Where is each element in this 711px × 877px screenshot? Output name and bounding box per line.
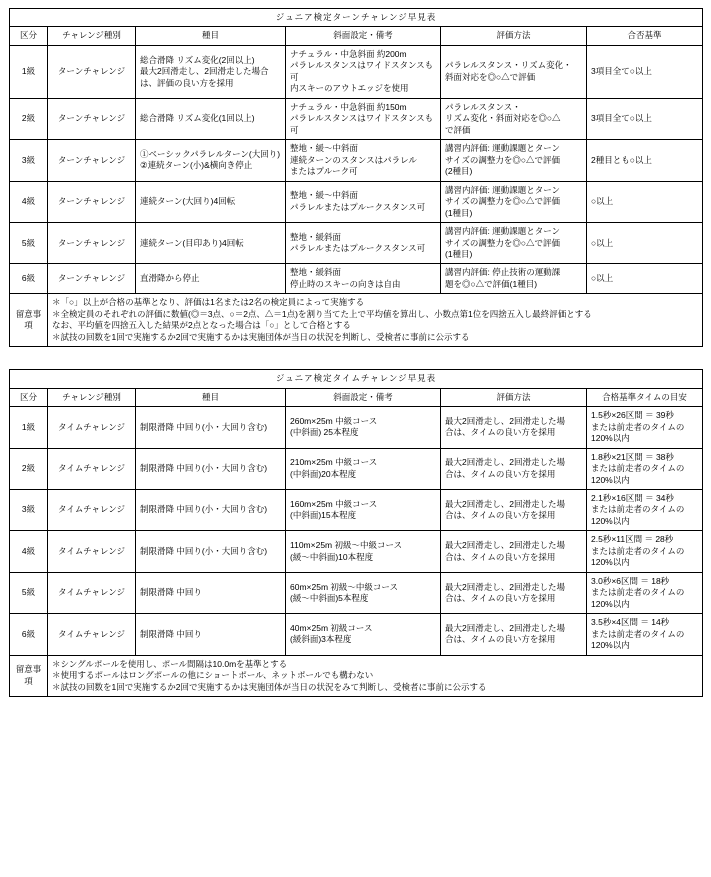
- cell-event: 制限滑降 中回り(小・大回り含む): [136, 531, 286, 572]
- note-line: ＊試技の回数を1回で実施するか2回で実施するかは実施団体が当日の状況を判断し、受検者に事前に公示する: [52, 331, 470, 342]
- table-row: [10, 264, 703, 294]
- table-row: [10, 490, 703, 531]
- cell-method: 講習内評価: 運動課題とターン サイズの調整力を◎○△で評価 (1種目): [441, 223, 587, 264]
- cell-criteria: ○以上: [587, 181, 703, 222]
- cell-event: 制限滑降 中回り(小・大回り含む): [136, 407, 286, 448]
- column-header-slope: 斜面設定・備考: [286, 388, 441, 406]
- note-line: ＊「○」以上が合格の基準となり、評価は1名または2名の検定員によって実施する: [52, 297, 365, 308]
- column-header-kind: チャレンジ種別: [48, 388, 136, 406]
- note-line: ＊シングルポールを使用し、ポール間隔は10.0mを基準とする: [52, 658, 288, 669]
- cell-kind: タイムチャレンジ: [48, 490, 136, 531]
- cell-method: 講習内評価: 運動課題とターン サイズの調整力を◎○△で評価 (1種目): [441, 181, 587, 222]
- table-row: [10, 407, 703, 448]
- table-header-row: [10, 27, 703, 45]
- notes-label: 留意事項: [10, 655, 48, 696]
- cell-method: 講習内評価: 停止技術の運動課 題を◎○△で評価(1種目): [441, 264, 587, 294]
- cell-slope: 整地・緩斜面 パラレルまたはプルークスタンス可: [286, 223, 441, 264]
- cell-criteria: 3項目全て○以上: [587, 98, 703, 139]
- note-line: ＊使用するポールはロングポールの他にショートポール、ネットポールでも構わない: [52, 670, 374, 681]
- cell-criteria: 1.5秒×26区間 ＝ 39秒 または前走者のタイムの 120%以内: [587, 407, 703, 448]
- table-title-row: [10, 9, 703, 27]
- table-row: [10, 98, 703, 139]
- cell-grade: 4級: [10, 181, 48, 222]
- column-header-method: 評価方法: [441, 388, 587, 406]
- cell-grade: 1級: [10, 45, 48, 98]
- table-row: [10, 531, 703, 572]
- table-row: [10, 614, 703, 655]
- cell-criteria: 2種目とも○以上: [587, 140, 703, 181]
- section-gap: [9, 347, 702, 369]
- cell-grade: 2級: [10, 98, 48, 139]
- cell-criteria: 2.1秒×16区間 ＝ 34秒 または前走者のタイムの 120%以内: [587, 490, 703, 531]
- table-row: [10, 181, 703, 222]
- cell-kind: ターンチャレンジ: [48, 223, 136, 264]
- cell-criteria: 1.8秒×21区間 ＝ 38秒 または前走者のタイムの 120%以内: [587, 448, 703, 489]
- cell-slope: 整地・緩斜面 停止時のスキーの向きは自由: [286, 264, 441, 294]
- table-title-row: [10, 370, 703, 388]
- cell-method: パラレルスタンス・リズム変化・ 斜面対応を◎○△で評価: [441, 45, 587, 98]
- cell-kind: タイムチャレンジ: [48, 407, 136, 448]
- cell-kind: タイムチャレンジ: [48, 531, 136, 572]
- cell-grade: 2級: [10, 448, 48, 489]
- cell-grade: 4級: [10, 531, 48, 572]
- cell-criteria: 3項目全て○以上: [587, 45, 703, 98]
- cell-grade: 6級: [10, 614, 48, 655]
- column-header-slope: 斜面設定・備考: [286, 27, 441, 45]
- cell-grade: 5級: [10, 572, 48, 613]
- column-header-kind: チャレンジ種別: [48, 27, 136, 45]
- cell-slope: ナチュラル・中急斜面 約150m パラレルスタンスはワイドスタンスも可: [286, 98, 441, 139]
- notes-body: [48, 294, 703, 347]
- cell-kind: タイムチャレンジ: [48, 448, 136, 489]
- table-row: [10, 45, 703, 98]
- cell-kind: タイムチャレンジ: [48, 572, 136, 613]
- notes-label: 留意事項: [10, 294, 48, 347]
- table-row: [10, 140, 703, 181]
- table-title: ジュニア検定タイムチャレンジ早見表: [10, 370, 703, 388]
- cell-event: 制限滑降 中回り: [136, 614, 286, 655]
- notes-body: [48, 655, 703, 696]
- cell-event: 総合滑降 リズム変化(2回以上) 最大2回滑走し、2回滑走した場合 は、評価の良い方を採用: [136, 45, 286, 98]
- cell-method: 最大2回滑走し、2回滑走した場 合は、タイムの良い方を採用: [441, 490, 587, 531]
- cell-method: 最大2回滑走し、2回滑走した場 合は、タイムの良い方を採用: [441, 407, 587, 448]
- table-header-row: [10, 388, 703, 406]
- cell-slope: 160m×25m 中級コース (中斜面)15本程度: [286, 490, 441, 531]
- turn-challenge-table: [9, 8, 703, 347]
- table-row: [10, 223, 703, 264]
- cell-slope: ナチュラル・中急斜面 約200m パラレルスタンスはワイドスタンスも可 内スキーのアウトエッジを使用: [286, 45, 441, 98]
- cell-criteria: 3.5秒×4区間 ＝ 14秒 または前走者のタイムの 120%以内: [587, 614, 703, 655]
- cell-slope: 210m×25m 中級コース (中斜面)20本程度: [286, 448, 441, 489]
- cell-grade: 1級: [10, 407, 48, 448]
- note-line: なお、平均値を四捨五入した結果が2点となった場合は「○」として合格とする: [52, 320, 351, 331]
- cell-event: ①ベーシックパラレルターン(大回り) ②連続ターン(小)&横向き停止: [136, 140, 286, 181]
- cell-criteria: 3.0秒×6区間 ＝ 18秒 または前走者のタイムの 120%以内: [587, 572, 703, 613]
- cell-event: 総合滑降 リズム変化(1回以上): [136, 98, 286, 139]
- cell-kind: タイムチャレンジ: [48, 614, 136, 655]
- cell-slope: 40m×25m 初級コース (緩斜面)3本程度: [286, 614, 441, 655]
- cell-method: パラレルスタンス・ リズム変化・斜面対応を◎○△ で評価: [441, 98, 587, 139]
- cell-grade: 6級: [10, 264, 48, 294]
- cell-grade: 3級: [10, 140, 48, 181]
- column-header-event: 種目: [136, 388, 286, 406]
- notes-row: [10, 294, 703, 347]
- cell-method: 最大2回滑走し、2回滑走した場 合は、タイムの良い方を採用: [441, 614, 587, 655]
- table-row: [10, 448, 703, 489]
- cell-event: 連続ターン(大回り)4回転: [136, 181, 286, 222]
- cell-grade: 5級: [10, 223, 48, 264]
- cell-slope: 整地・緩～中斜面 連続ターンのスタンスはパラレル またはプルーク可: [286, 140, 441, 181]
- column-header-event: 種目: [136, 27, 286, 45]
- cell-event: 制限滑降 中回り: [136, 572, 286, 613]
- cell-slope: 60m×25m 初級～中級コース (緩～中斜面)5本程度: [286, 572, 441, 613]
- column-header-criteria: 合格基準タイムの目安: [587, 388, 703, 406]
- cell-method: 講習内評価: 運動課題とターン サイズの調整力を◎○△で評価 (2種目): [441, 140, 587, 181]
- cell-event: 制限滑降 中回り(小・大回り含む): [136, 448, 286, 489]
- cell-event: 制限滑降 中回り(小・大回り含む): [136, 490, 286, 531]
- cell-slope: 整地・緩～中斜面 パラレルまたはプルークスタンス可: [286, 181, 441, 222]
- table-title: ジュニア検定ターンチャレンジ早見表: [10, 9, 703, 27]
- cell-kind: ターンチャレンジ: [48, 264, 136, 294]
- cell-kind: ターンチャレンジ: [48, 140, 136, 181]
- table-row: [10, 572, 703, 613]
- column-header-method: 評価方法: [441, 27, 587, 45]
- cell-criteria: ○以上: [587, 223, 703, 264]
- time-challenge-table: [9, 369, 703, 697]
- cell-method: 最大2回滑走し、2回滑走した場 合は、タイムの良い方を採用: [441, 572, 587, 613]
- cell-kind: ターンチャレンジ: [48, 98, 136, 139]
- cell-method: 最大2回滑走し、2回滑走した場 合は、タイムの良い方を採用: [441, 448, 587, 489]
- cell-criteria: ○以上: [587, 264, 703, 294]
- column-header-criteria: 合否基準: [587, 27, 703, 45]
- cell-event: 連続ターン(目印あり)4回転: [136, 223, 286, 264]
- column-header-grade: 区分: [10, 388, 48, 406]
- cell-event: 直滑降から停止: [136, 264, 286, 294]
- cell-slope: 110m×25m 初級～中級コース (緩～中斜面)10本程度: [286, 531, 441, 572]
- note-line: ＊試技の回数を1回で実施するか2回で実施するかは実施団体が当日の状況をみて判断し、受検者に事前に公示する: [52, 681, 487, 692]
- cell-kind: ターンチャレンジ: [48, 45, 136, 98]
- note-line: ＊全検定員のそれぞれの評価に数値(◎＝3点、○＝2点、△＝1点)を割り当てた上で平均値を算出し、小数点第1位を四捨五入し最終評価とする: [52, 308, 592, 319]
- notes-row: [10, 655, 703, 696]
- column-header-grade: 区分: [10, 27, 48, 45]
- cell-kind: ターンチャレンジ: [48, 181, 136, 222]
- cell-grade: 3級: [10, 490, 48, 531]
- cell-criteria: 2.5秒×11区間 ＝ 28秒 または前走者のタイムの 120%以内: [587, 531, 703, 572]
- cell-slope: 260m×25m 中級コース (中斜面) 25本程度: [286, 407, 441, 448]
- cell-method: 最大2回滑走し、2回滑走した場 合は、タイムの良い方を採用: [441, 531, 587, 572]
